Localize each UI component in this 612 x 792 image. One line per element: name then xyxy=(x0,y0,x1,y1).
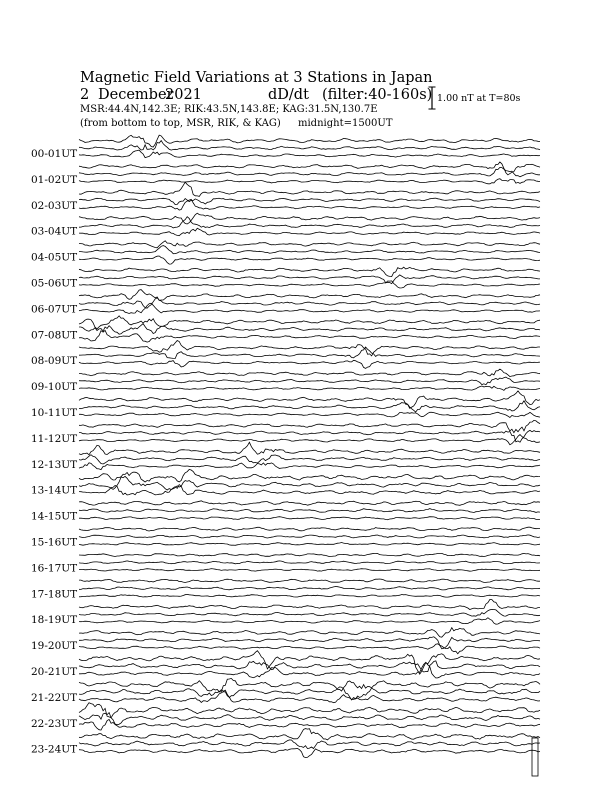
trace-kag xyxy=(79,267,540,276)
hour-label: 12-13UT xyxy=(31,458,78,471)
trace-msr xyxy=(79,748,540,757)
trace-msr xyxy=(79,228,540,235)
measure-label: dD/dt xyxy=(268,87,309,103)
trace-rik xyxy=(79,561,540,564)
trace-kag xyxy=(79,527,540,531)
trace-msr xyxy=(79,256,540,264)
trace-msr xyxy=(79,412,540,417)
trace-msr xyxy=(79,303,540,313)
hour-label: 04-05UT xyxy=(31,251,78,264)
trace-rik xyxy=(79,476,540,490)
trace-msr xyxy=(79,386,540,390)
trace-rik xyxy=(79,401,540,412)
trace-kag xyxy=(79,703,540,718)
trace-kag xyxy=(79,182,540,196)
midnight-note: midnight=1500UT xyxy=(298,118,393,129)
hour-label: 21-22UT xyxy=(31,691,78,704)
trace-rik xyxy=(79,377,540,385)
trace-rik xyxy=(79,275,540,284)
trace-msr xyxy=(79,543,540,546)
hour-label: 15-16UT xyxy=(31,536,78,549)
trace-kag xyxy=(79,501,540,506)
trace-rik xyxy=(79,740,540,749)
hour-label: 09-10UT xyxy=(31,381,78,394)
hour-label: 19-20UT xyxy=(31,640,78,653)
trace-msr xyxy=(79,179,540,184)
hour-label: 01-02UT xyxy=(31,173,78,186)
trace-kag xyxy=(79,135,540,147)
trace-kag xyxy=(79,628,540,638)
trace-msr xyxy=(79,150,540,158)
hour-label: 22-23UT xyxy=(31,717,78,730)
trace-rik xyxy=(79,246,540,254)
date-year: 2021 xyxy=(165,87,202,103)
trace-rik xyxy=(79,661,540,672)
hour-label: 16-17UT xyxy=(31,562,78,575)
trace-msr xyxy=(79,644,540,654)
trace-kag xyxy=(79,420,540,432)
hour-label: 07-08UT xyxy=(31,329,78,342)
trace-kag xyxy=(79,391,540,408)
chart-title: Magnetic Field Variations at 3 Stations in Japan xyxy=(80,70,433,86)
trace-rik xyxy=(79,141,540,151)
trace-kag xyxy=(79,599,540,609)
trace-rik xyxy=(79,198,540,205)
trace-msr xyxy=(79,281,540,288)
trace-kag xyxy=(79,213,540,224)
trace-kag xyxy=(79,241,540,248)
trace-kag xyxy=(79,553,540,556)
hour-label: 05-06UT xyxy=(31,277,78,290)
trace-msr xyxy=(79,594,540,597)
trace-kag xyxy=(79,162,540,175)
scale-label: 1.00 nT at T=80s xyxy=(437,93,521,104)
trace-msr xyxy=(79,486,540,495)
hour-label: 20-21UT xyxy=(31,666,78,678)
trace-rik xyxy=(79,713,540,725)
trace-kag xyxy=(79,579,540,583)
trace-rik xyxy=(79,298,540,308)
hour-label: 03-04UT xyxy=(31,225,78,238)
hour-label: 23-24UT xyxy=(31,743,78,756)
trace-rik xyxy=(79,509,540,513)
filter-label: (filter:40-160s) xyxy=(322,87,433,103)
trace-rik xyxy=(79,324,540,335)
trace-msr xyxy=(79,199,540,210)
hour-label: 11-12UT xyxy=(31,432,78,445)
trace-msr xyxy=(79,360,540,368)
trace-rik xyxy=(79,455,540,464)
hour-label: 02-03UT xyxy=(31,199,78,212)
hour-label: 10-11UT xyxy=(31,407,78,419)
hour-label: 17-18UT xyxy=(31,588,78,601)
stations-info: MSR:44.4N,142.3E; RIK:43.5N,143.8E; KAG:31.5N,130.7E xyxy=(80,104,378,115)
series-order-note: (from bottom to top, MSR, RIK, & KAG) xyxy=(80,118,281,129)
trace-msr xyxy=(79,569,540,572)
trace-msr xyxy=(79,618,540,625)
trace-msr xyxy=(79,435,540,445)
trace-rik xyxy=(79,535,540,538)
hour-label: 06-07UT xyxy=(31,303,78,316)
date-month: December xyxy=(98,87,174,103)
trace-kag xyxy=(79,290,540,301)
trace-kag xyxy=(79,470,540,483)
trace-rik xyxy=(79,167,540,176)
trace-kag xyxy=(79,651,540,674)
trace-kag xyxy=(79,442,540,455)
date-day: 2 xyxy=(80,87,90,103)
trace-rik xyxy=(79,587,540,590)
trace-kag xyxy=(79,369,540,377)
trace-msr xyxy=(79,463,540,470)
hour-label: 13-14UT xyxy=(31,484,78,497)
hour-label: 18-19UT xyxy=(31,614,78,627)
trace-kag xyxy=(79,729,540,740)
hour-label: 00-01UT xyxy=(31,148,78,160)
trace-rik xyxy=(79,609,540,616)
trace-msr xyxy=(79,330,540,342)
trace-rik xyxy=(79,637,540,649)
hour-label: 08-09UT xyxy=(31,355,78,368)
hour-label: 14-15UT xyxy=(31,510,78,523)
trace-kag xyxy=(79,316,540,329)
trace-msr xyxy=(79,517,540,520)
